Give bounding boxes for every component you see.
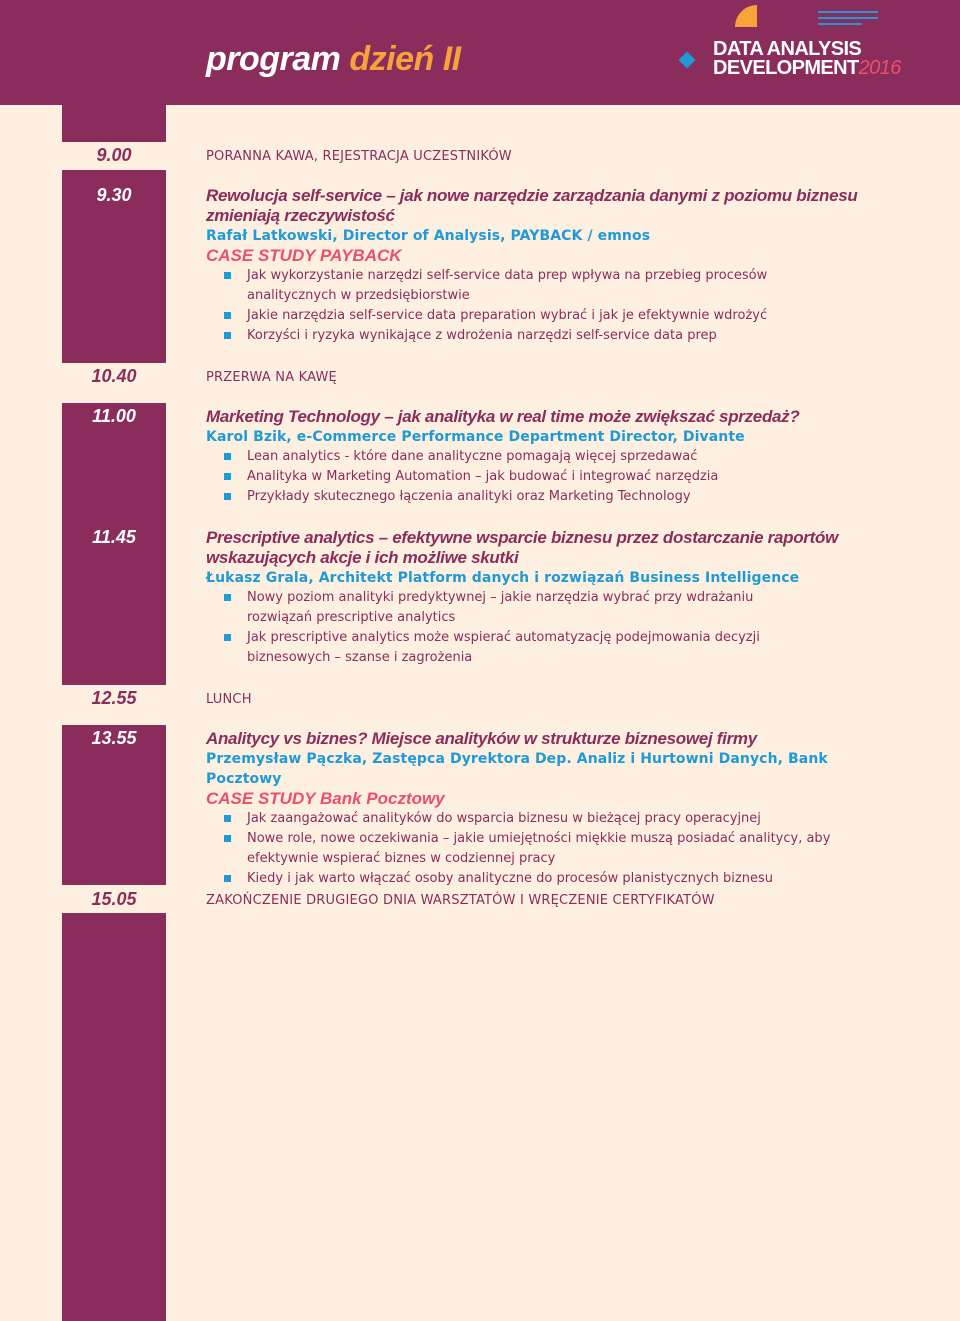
session-speaker: Rafał Latkowski, Director of Analysis, PAYBACK / emnos	[206, 228, 651, 244]
agenda-session-1355	[206, 729, 906, 889]
list-item	[206, 447, 906, 467]
square-bullet-icon	[224, 835, 231, 842]
session-speaker: Łukasz Grala, Architekt Platform danych i rozwiązań Business Intelligence	[206, 570, 800, 586]
bullet-text: Jak wykorzystanie narzędzi self-service data prep wpływa na przebieg procesów analitycznych w przedsiębiorstwie	[247, 268, 768, 303]
time-label: 9.30	[96, 185, 132, 205]
session-bullets	[206, 588, 906, 668]
session-bullets	[206, 447, 906, 507]
session-bullets	[206, 809, 906, 889]
stripes-icon	[818, 11, 878, 29]
session-title: Marketing Technology – jak analityka w real time może zwiększać sprzedaż?	[206, 407, 800, 426]
list-item	[206, 487, 906, 507]
session-title: Rewolucja self-service – jak nowe narzędzie zarządzania danymi z poziomu biznesu zmieniają rzeczywistość	[206, 186, 858, 225]
time-label: 11.00	[92, 406, 136, 426]
bullet-text: Jakie narzędzia self-service data preparation wybrać i jak je efektywnie wdrożyć	[247, 308, 768, 323]
square-bullet-icon	[224, 815, 231, 822]
session-speaker: Przemysław Pączka, Zastępca Dyrektora Dep. Analiz i Hurtowni Danych, Bank Pocztowy	[206, 751, 828, 787]
time-label: 15.05	[91, 889, 137, 909]
square-bullet-icon	[224, 332, 231, 339]
bullet-text: Jak prescriptive analytics może wspierać automatyzację podejmowania decyzji biznesowych – szanse i zagrożenia	[247, 630, 760, 665]
time-label: 9.00	[96, 145, 132, 165]
bullet-text: Nowy poziom analityki predyktywnej – jakie narzędzia wybrać przy wdrażaniu rozwiązań prescriptive analytics	[247, 590, 754, 625]
square-bullet-icon	[224, 473, 231, 480]
square-bullet-icon	[224, 272, 231, 279]
bullet-text: Lean analytics - które dane analityczne pomagają więcej sprzedawać	[247, 449, 698, 464]
logo-year: 2016	[858, 57, 901, 79]
session-title: Prescriptive analytics – efektywne wsparcie biznesu przez dostarczanie raportów wskazujących akcje i ich możliwe skutki	[206, 528, 838, 567]
square-bullet-icon	[224, 634, 231, 641]
time-label: 13.55	[91, 728, 137, 748]
agenda-closing-certificates: ZAKOŃCZENIE DRUGIEGO DNIA WARSZTATÓW I WRĘCZENIE CERTYFIKATÓW	[206, 893, 715, 908]
header-banner	[0, 0, 960, 105]
list-item	[206, 306, 906, 326]
diamond-icon	[679, 52, 696, 69]
time-label: 10.40	[91, 366, 137, 386]
list-item	[206, 588, 807, 628]
agenda-session-1145	[206, 528, 906, 668]
agenda-coffee-registration: PORANNA KAWA, REJESTRACJA UCZESTNIKÓW	[206, 149, 512, 164]
session-bullets	[206, 266, 906, 346]
bullet-text: Przykłady skutecznego łączenia analityki oraz Marketing Technology	[247, 489, 691, 504]
square-bullet-icon	[224, 453, 231, 460]
list-item	[206, 467, 906, 487]
title-program: program	[206, 40, 341, 78]
square-bullet-icon	[224, 312, 231, 319]
time-bar	[62, 725, 166, 885]
session-speaker: Karol Bzik, e-Commerce Performance Department Director, Divante	[206, 429, 745, 445]
bullet-text: Kiedy i jak warto włączać osoby analityczne do procesów planistycznych biznesu	[247, 871, 773, 886]
case-study-label: CASE STUDY Bank Pocztowy	[206, 789, 445, 808]
list-item	[206, 809, 906, 829]
session-title: Analitycy vs biznes? Miejsce analityków w strukturze biznesowej firmy	[206, 729, 757, 748]
logo-line-1: DATA ANALYSIS	[713, 38, 862, 60]
agenda-session-930	[206, 186, 906, 346]
bullet-text: Jak zaangażować analityków do wsparcia biznesu w bieżącej pracy operacyjnej	[247, 811, 761, 826]
agenda-lunch: LUNCH	[206, 692, 252, 707]
square-bullet-icon	[224, 493, 231, 500]
event-logo	[675, 0, 960, 105]
logo-text	[713, 40, 901, 78]
square-bullet-icon	[224, 594, 231, 601]
square-bullet-icon	[224, 875, 231, 882]
title-day: dzień II	[349, 40, 461, 78]
quarter-circle-icon	[735, 5, 757, 27]
list-item	[206, 829, 877, 869]
list-item	[206, 628, 837, 668]
logo-line-2: DEVELOPMENT	[713, 57, 859, 79]
bullet-text: Nowe role, nowe oczekiwania – jakie umiejętności miękkie muszą posiadać analitycy, aby efektywnie wspierać biznes w codziennej pracy	[247, 831, 831, 866]
time-label: 12.55	[91, 688, 137, 708]
case-study-label: CASE STUDY PAYBACK	[206, 246, 402, 265]
time-label: 11.45	[92, 527, 136, 547]
time-bar	[62, 913, 166, 1321]
bullet-text: Analityka w Marketing Automation – jak budować i integrować narzędzia	[247, 469, 719, 484]
agenda-coffee-break: PRZERWA NA KAWĘ	[206, 370, 337, 385]
page-title	[206, 40, 461, 79]
list-item	[206, 266, 847, 306]
agenda-session-1100	[206, 407, 906, 507]
list-item	[206, 326, 906, 346]
list-item	[206, 869, 906, 889]
time-bar	[62, 105, 166, 142]
bullet-text: Korzyści i ryzyka wynikające z wdrożenia narzędzi self-service data prep	[247, 328, 717, 343]
